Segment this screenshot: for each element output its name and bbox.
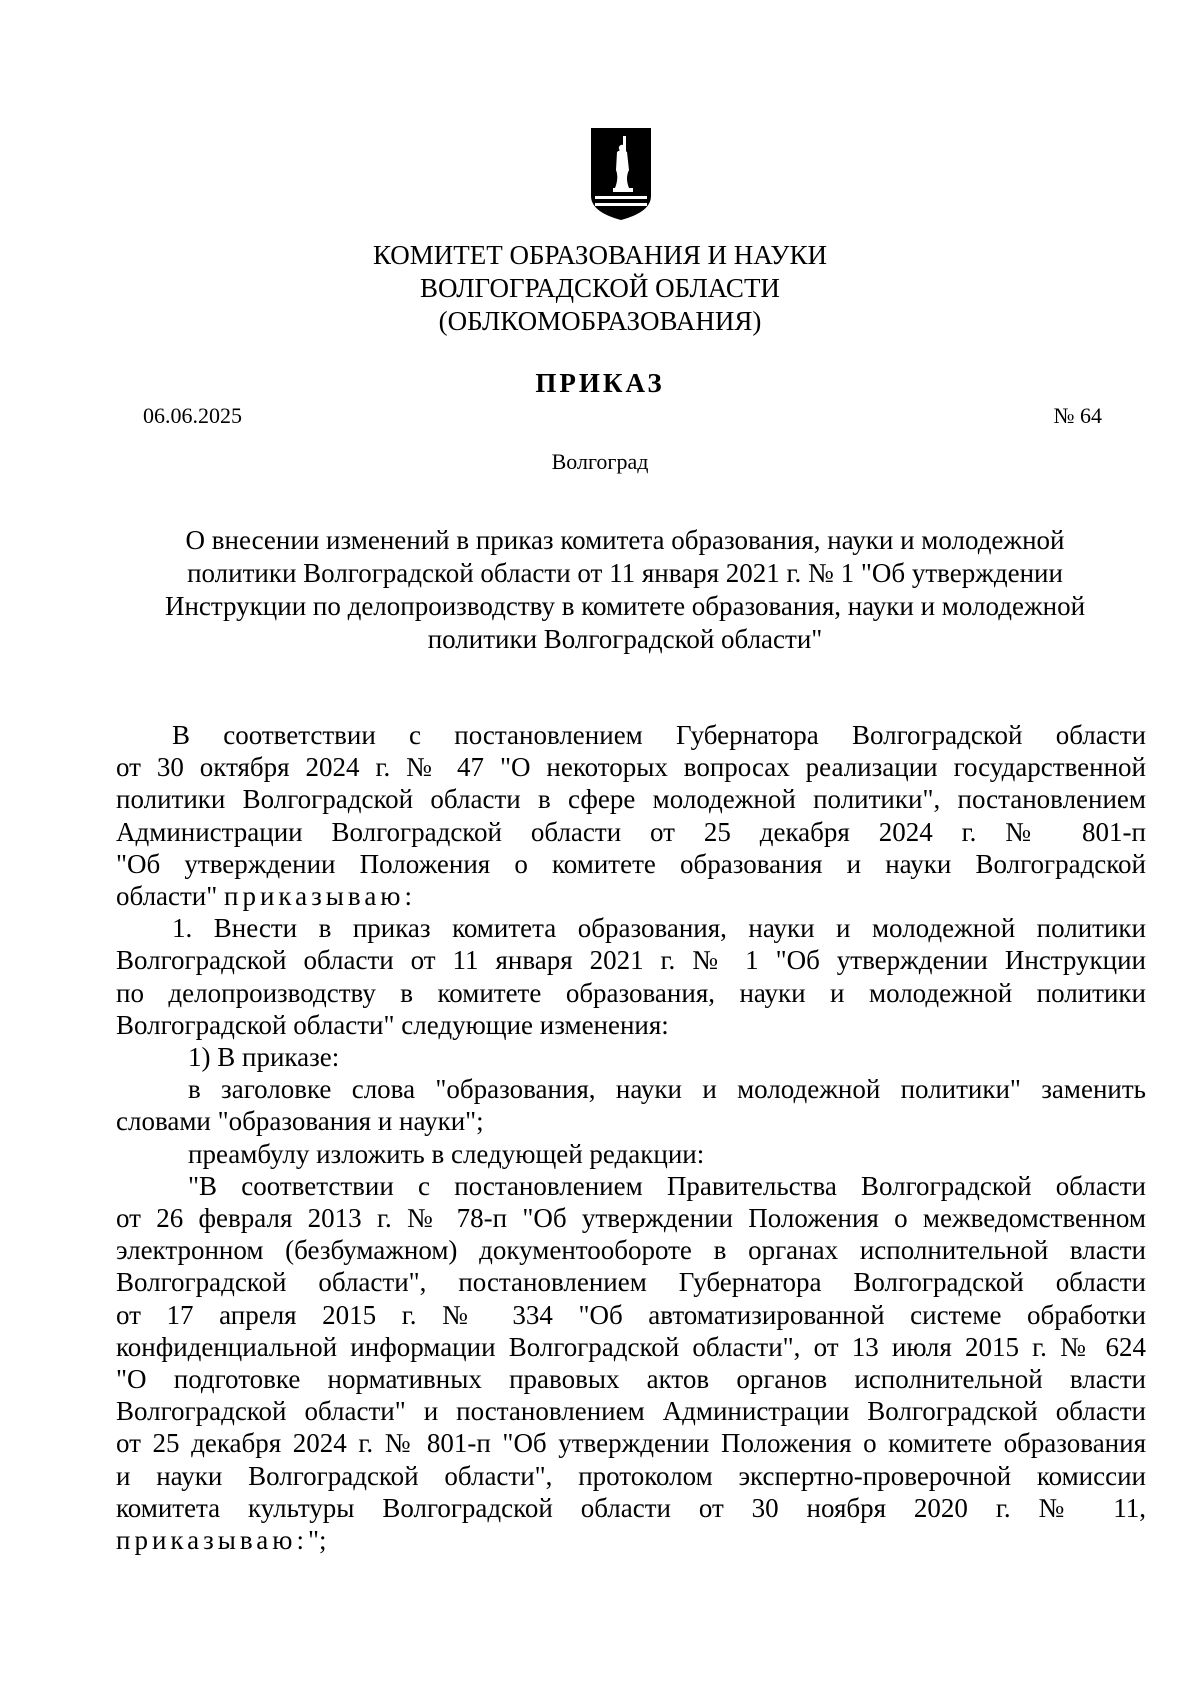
body-line: Администрации Волгоградской области от 25 декабря 2024 г. № 801-п xyxy=(116,816,1146,847)
body-line: "Об утверждении Положения о комитете образования и науки Волгоградской xyxy=(116,848,1146,879)
body-line: от 17 апреля 2015 г. № 334 "Об автоматизированной системе обработки xyxy=(116,1299,1146,1330)
body-line: 1) В приказе: xyxy=(188,1042,340,1073)
coat-of-arms-icon xyxy=(589,126,653,222)
body-line: и науки Волгоградской области", протоколом экспертно-проверочной комиссии xyxy=(116,1460,1146,1491)
body-line: от 30 октября 2024 г. № 47 "О некоторых вопросах реализации государственной xyxy=(116,752,1146,783)
body-line: в заголовке слова "образования, науки и молодежной политики" заменить xyxy=(188,1074,1146,1105)
document-date: 06.06.2025 xyxy=(143,403,242,428)
document-city: Волгоград xyxy=(551,449,649,474)
subject-line: О внесении изменений в приказ комитета образования, науки и молодежной xyxy=(185,525,1065,555)
body-line: электронном (безбумажном) документообороте в органах исполнительной власти xyxy=(116,1235,1146,1266)
body-line: по делопроизводству в комитете образования, науки и молодежной политики xyxy=(116,977,1146,1008)
order-word: приказываю: xyxy=(224,881,416,912)
body-line: Волгоградской области от 11 января 2021 г. № 1 "Об утверждении Инструкции xyxy=(116,945,1146,976)
order-word: приказываю: xyxy=(116,1525,308,1556)
subject-line: политики Волгоградской области" xyxy=(427,624,823,654)
body-line: "О подготовке нормативных правовых актов органов исполнительной власти xyxy=(116,1364,1146,1395)
org-name-line-1: КОМИТЕТ ОБРАЗОВАНИЯ И НАУКИ xyxy=(372,240,828,270)
body-line: комитета культуры Волгоградской области от 30 ноября 2020 г. № 11, xyxy=(116,1492,1146,1523)
body-line xyxy=(116,880,1146,912)
body-line: Волгоградской области" следующие изменения: xyxy=(116,1009,669,1040)
body-text: "; xyxy=(307,1525,327,1556)
document-body xyxy=(116,719,1146,1556)
body-line: политики Волгоградской области в сфере молодежной политики", постановлением xyxy=(116,784,1146,815)
body-line: 1. Внести в приказ комитета образования, науки и молодежной политики xyxy=(172,913,1146,944)
body-line: преамбулу изложить в следующей редакции: xyxy=(188,1138,705,1169)
body-line: Волгоградской области", постановлением Губернатора Волгоградской области xyxy=(116,1267,1146,1298)
body-line xyxy=(116,1524,1146,1556)
body-line: конфиденциальной информации Волгоградской области", от 13 июля 2015 г. № 624 xyxy=(116,1331,1146,1362)
document-type: ПРИКАЗ xyxy=(535,368,665,398)
body-line: от 26 февраля 2013 г. № 78-п "Об утверждении Положения о межведомственном xyxy=(116,1203,1146,1234)
body-line: В соответствии с постановлением Губернатора Волгоградской области xyxy=(172,720,1146,750)
body-line: словами "образования и науки"; xyxy=(116,1106,484,1137)
body-text: области" xyxy=(116,881,225,912)
subject-line: политики Волгоградской области от 11 января 2021 г. № 1 "Об утверждении xyxy=(187,558,1063,588)
document-number: № 64 xyxy=(1053,403,1102,428)
org-name-line-2: ВОЛГОГРАДСКОЙ ОБЛАСТИ xyxy=(420,273,780,303)
body-line: "В соответствии с постановлением Правительства Волгоградской области xyxy=(188,1170,1146,1201)
body-line: Волгоградской области" и постановлением Администрации Волгоградской области xyxy=(116,1396,1146,1427)
subject-line: Инструкции по делопроизводству в комитете образования, науки и молодежной xyxy=(164,591,1086,621)
body-line: от 25 декабря 2024 г. № 801-п "Об утверждении Положения о комитете образования xyxy=(116,1428,1146,1459)
document-subject xyxy=(130,524,1120,656)
org-name-line-3: (ОБЛКОМОБРАЗОВАНИЯ) xyxy=(438,306,762,336)
